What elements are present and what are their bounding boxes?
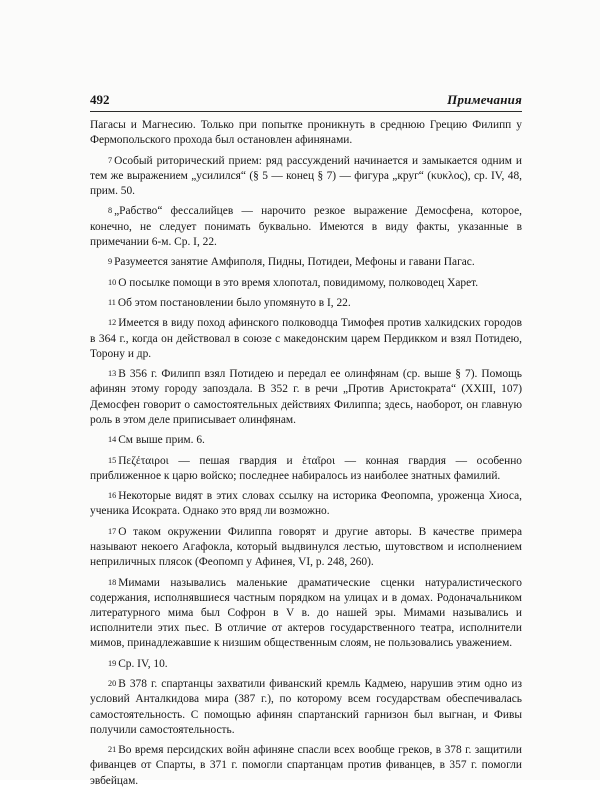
note-number: 17 xyxy=(108,526,117,536)
note-number: 18 xyxy=(108,577,117,587)
note-8 xyxy=(90,203,522,250)
note-text: В 356 г. Филипп взял Потидею и передал ее олинфянам (ср. выше § 7). Помощь афинян этому городу запоздала. В 352 г. в речи „Против Аристократа“ (XXIII, 107) Демосфен говорит о самостоятельных действиях Филиппа; здесь, наоборот, он главную роль в этом деле приписывает олинфянам. xyxy=(90,368,522,426)
note-14 xyxy=(90,432,522,448)
note-text: Во время персидских войн афиняне спасли всех вообще греков, в 378 г. защитили фиванцев от Спарты, в 371 г. помогли спартанцам против фиванцев, в 357 г. помогли эвбейцам. xyxy=(90,744,522,787)
note-text: Имеется в виду поход афинского полководца Тимофея против халкидских городов в 364 г., когда он действовал в союзе с македонским царем Пердикком и взял Потидею, Торону и др. xyxy=(90,317,522,360)
note-number: 21 xyxy=(108,745,117,755)
note-text: О посылке помощи в это время хлопотал, повидимому, полководец Харет. xyxy=(118,276,479,289)
note-text: Πεζέταιροι — пешая гвардия и ἑταῖροι — конная гвардия — особенно приближенное к царю войско; последнее набиралось из наиболее знатных фамилий. xyxy=(90,454,522,482)
note-text: Пагасы и Магнесию. Только при попытке проникнуть в среднюю Грецию Филипп у Фермопольского прохода был остановлен афинянами. xyxy=(90,119,522,147)
note-15 xyxy=(90,453,522,484)
note-text: О таком окружении Филиппа говорят и другие авторы. В качестве примера называют некоего Агафокла, который выдвинулся лестью, шутовством и исполнением неприличных плясок (Феопомп у Афинея, VI, p. 248, 260). xyxy=(90,525,522,569)
note-text: Особый риторический прием: ряд рассуждений начинается и замыкается одним и тем же выражением „усилился“ (§ 5 — конец § 7) — фигура „круг“ (κυκλος), ср. IV, 48, прим. 50. xyxy=(90,154,522,197)
note-18 xyxy=(90,575,522,652)
page-number: 492 xyxy=(90,92,110,107)
note-number: 13 xyxy=(108,369,117,379)
page-header xyxy=(90,92,522,110)
note-20 xyxy=(90,676,522,738)
running-title: Примечания xyxy=(447,92,522,107)
note-text: Мимами назывались маленькие драматические сценки натуралистического содержания, исполнявшиеся частным порядком на улицах и в домах. Родоначальником литературного мима был Софрон в V в. до нашей эры. Мимами назывались и исполнители этих пьес. В отличие от актеров государственного театра, исполнители мимов, принадлежавшие к низшим общественным слоям, не пользовались уважением. xyxy=(90,576,522,650)
header-rule xyxy=(90,111,522,112)
note-13 xyxy=(90,366,522,428)
note-number: 7 xyxy=(108,155,113,165)
note-10 xyxy=(90,275,522,291)
note-continuation xyxy=(90,118,522,148)
note-number: 14 xyxy=(108,435,117,445)
note-text: См выше прим. 6. xyxy=(118,434,205,447)
note-text: В 378 г. спартанцы захватили фиванский кремль Кадмею, нарушив этим одно из условий Анталкидова мира (387 г.), по которому всем государствам обеспечивалась самостоятельность. С помощью афинян спартанский гарнизон был выгнан, и Фивы получили самостоятельность. xyxy=(90,678,522,736)
note-7 xyxy=(90,153,522,200)
note-text: „Рабство“ фессалийцев — нарочито резкое выражение Демосфена, которое, конечно, не следует понимать буквально. Имеются в виду факты, указанные в примечании 6-м. Ср. I, 22. xyxy=(90,205,522,248)
note-text: Ср. IV, 10. xyxy=(118,657,168,670)
note-text: Об этом постановлении было упомянуто в I, 22. xyxy=(117,296,351,309)
note-number: 11 xyxy=(108,297,116,307)
note-19 xyxy=(90,656,522,672)
note-17 xyxy=(90,524,522,571)
note-number: 16 xyxy=(108,491,117,501)
note-text: Разумеется занятие Амфиполя, Пидны, Потидеи, Мефоны и гавани Пагас. xyxy=(114,256,475,269)
note-number: 19 xyxy=(108,658,117,668)
note-9 xyxy=(90,254,522,270)
note-21 xyxy=(90,742,522,789)
note-number: 10 xyxy=(108,277,117,287)
note-number: 15 xyxy=(108,455,117,465)
note-number: 20 xyxy=(108,679,117,689)
note-number: 12 xyxy=(108,318,117,328)
note-number: 8 xyxy=(108,206,113,216)
note-16 xyxy=(90,488,522,519)
note-11 xyxy=(90,295,522,311)
note-12 xyxy=(90,315,522,362)
note-number: 9 xyxy=(108,257,113,267)
notes-body xyxy=(90,118,522,793)
note-text: Некоторые видят в этих словах ссылку на историка Феопомпа, уроженца Хиоса, ученика Исократа. Однако это вряд ли возможно. xyxy=(90,490,522,518)
